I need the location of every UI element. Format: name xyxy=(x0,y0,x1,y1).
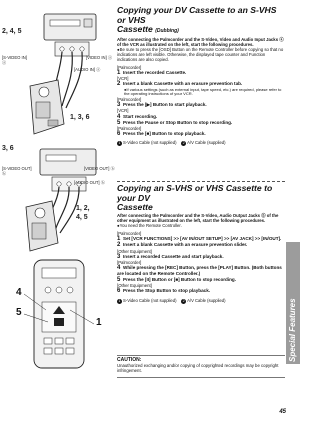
device-label: [Palmcorder] xyxy=(117,259,142,265)
section2-step-1: 1 Set [VCR FUNCTIONS] >> [AV IN/OUT SETUP] >> [AV JACK] >> [IN/OUT]. xyxy=(117,235,282,242)
device-label: [Other Equipment] xyxy=(117,282,152,288)
caution-divider-bottom xyxy=(117,377,285,378)
device-label: [Palmcorder] xyxy=(117,126,142,132)
illustration-column xyxy=(0,0,113,424)
marker-2: 2 xyxy=(182,298,185,303)
steps-label-top: 3, 6 xyxy=(2,145,14,152)
section2-step-4: 4 While pressing the [REC] Button, press the [PLAY] Button. (Both buttons are located on the Remote Controller.) xyxy=(117,264,282,277)
section2-intro-note: ●You need the Remote Controller. xyxy=(117,222,182,228)
section-copy-to-dv xyxy=(117,184,285,308)
page-number: 45 xyxy=(279,409,286,415)
svideo-in-sub-label: ⓐ xyxy=(2,60,7,65)
caution-box xyxy=(117,358,285,373)
video-out-label: [VIDEO OUT] ⓑ xyxy=(84,166,115,171)
device-label: [Palmcorder] xyxy=(117,97,142,103)
svideo-in-label: [S-VIDEO IN] xyxy=(2,55,27,60)
section2-step-5: 5 Press the [II] Button or [■] Button to stop recording. xyxy=(117,276,237,283)
section-copy-to-vhs xyxy=(117,6,285,150)
marker-1: 1 xyxy=(118,298,121,303)
audio-in-label: [AUDIO IN] ⓐ xyxy=(74,67,101,72)
section1-step-1: 1 Insert the recorded Cassette. xyxy=(117,70,187,77)
marker-2: 2 xyxy=(182,140,185,145)
caution-title: CAUTION: xyxy=(117,357,142,363)
section1-cable-legend: 1 S-Video Cable (not supplied) 2 A/V Cable (supplied) xyxy=(118,140,226,146)
device-label: [Palmcorder] xyxy=(117,65,142,71)
section2-step-6: 6 Press the Stop Button to stop playback. xyxy=(117,287,211,294)
figure-dubbing-from-vcr xyxy=(0,143,113,253)
section1-step-4: 4 Start recording. xyxy=(117,113,158,120)
figure-dubbing-to-vcr xyxy=(0,6,113,141)
section2-title: Copying an S-VHS or VHS Cassette to your DV Cassette xyxy=(117,183,273,213)
section1-step-2-note: ●If various settings (such as external input, tape speed, etc.) are required, please refer to the operating instructions of your VCR. xyxy=(124,86,282,97)
steps-label-mid: 1, 2, xyxy=(76,205,90,212)
svideo-out-label: [S-VIDEO OUT] xyxy=(2,166,32,171)
marker-1: 1 xyxy=(118,140,121,145)
remote-step-5: 5 xyxy=(16,307,22,318)
device-label: [VCR] xyxy=(117,108,129,114)
section1-intro-note: ●Be sure to press the [OSD] Button on the Remote Controller before copying so that no indications are left visible. Otherwise, the displayed tape counter and Function indications are also copied. xyxy=(117,46,284,62)
section-divider xyxy=(117,181,285,182)
vcr-connection-drawing xyxy=(0,6,113,141)
section1-title: Copying your DV Cassette to an S-VHS or VHS Cassette (Dubbing) xyxy=(117,5,277,35)
device-label: [Other Equipment] xyxy=(117,248,152,254)
section1-step-5: 5 Press the Pause or Stop Button to stop recording. xyxy=(117,119,233,126)
remote-step-1: 1 xyxy=(96,317,102,328)
svideo-out-sub-label: ⓑ xyxy=(2,171,7,176)
caution-divider-top xyxy=(117,355,285,356)
steps-label-bottom: 1, 3, 6 xyxy=(70,114,90,121)
section1-step-6: 6 Press the [■] Button to stop playback. xyxy=(117,131,206,138)
device-label: [Palmcorder] xyxy=(117,230,142,236)
side-tab-label: Special Features xyxy=(288,298,297,362)
audio-out-label: [AUDIO OUT] ⓑ xyxy=(74,180,105,185)
section1-step-3: 3 Press the [▶] Button to start playback. xyxy=(117,102,207,109)
caution-text: Unauthorized exchanging and/or copying of copyrighted recordings may be copyright infringement. xyxy=(117,363,279,374)
section2-intro: After connecting the Palmcorder and the S-Video, Audio Output Jacks ⓑ of the other equipment as illustrated on the left, start the following procedures. xyxy=(117,212,279,223)
remote-step-4: 4 xyxy=(16,287,22,298)
steps-label-top: 2, 4, 5 xyxy=(2,28,22,35)
steps-label-mid2: 4, 5 xyxy=(76,214,88,221)
section-side-tab xyxy=(286,242,300,364)
figure-remote-controller xyxy=(0,254,113,374)
section1-step-2: 2 Insert a blank Cassette with an erasure prevention tab. xyxy=(117,81,243,88)
section1-intro: After connecting the Palmcorder and the S-Video, Video and Audio Input Jacks ⓐ of the VCR as illustrated on the left, start the following procedures. xyxy=(117,36,284,47)
section2-step-3: 3 Insert a recorded Cassette and start playback. xyxy=(117,253,224,260)
section2-step-2: 2 Insert a blank Cassette with an erasure prevention slider. xyxy=(117,242,248,249)
device-label: [VCR] xyxy=(117,76,129,82)
section2-cable-legend: 1 S-Video Cable (not supplied) 2 A/V Cable (supplied) xyxy=(118,298,226,304)
video-in-label: [VIDEO IN] ⓐ xyxy=(86,55,113,60)
other-equipment-connection-drawing xyxy=(0,143,113,253)
